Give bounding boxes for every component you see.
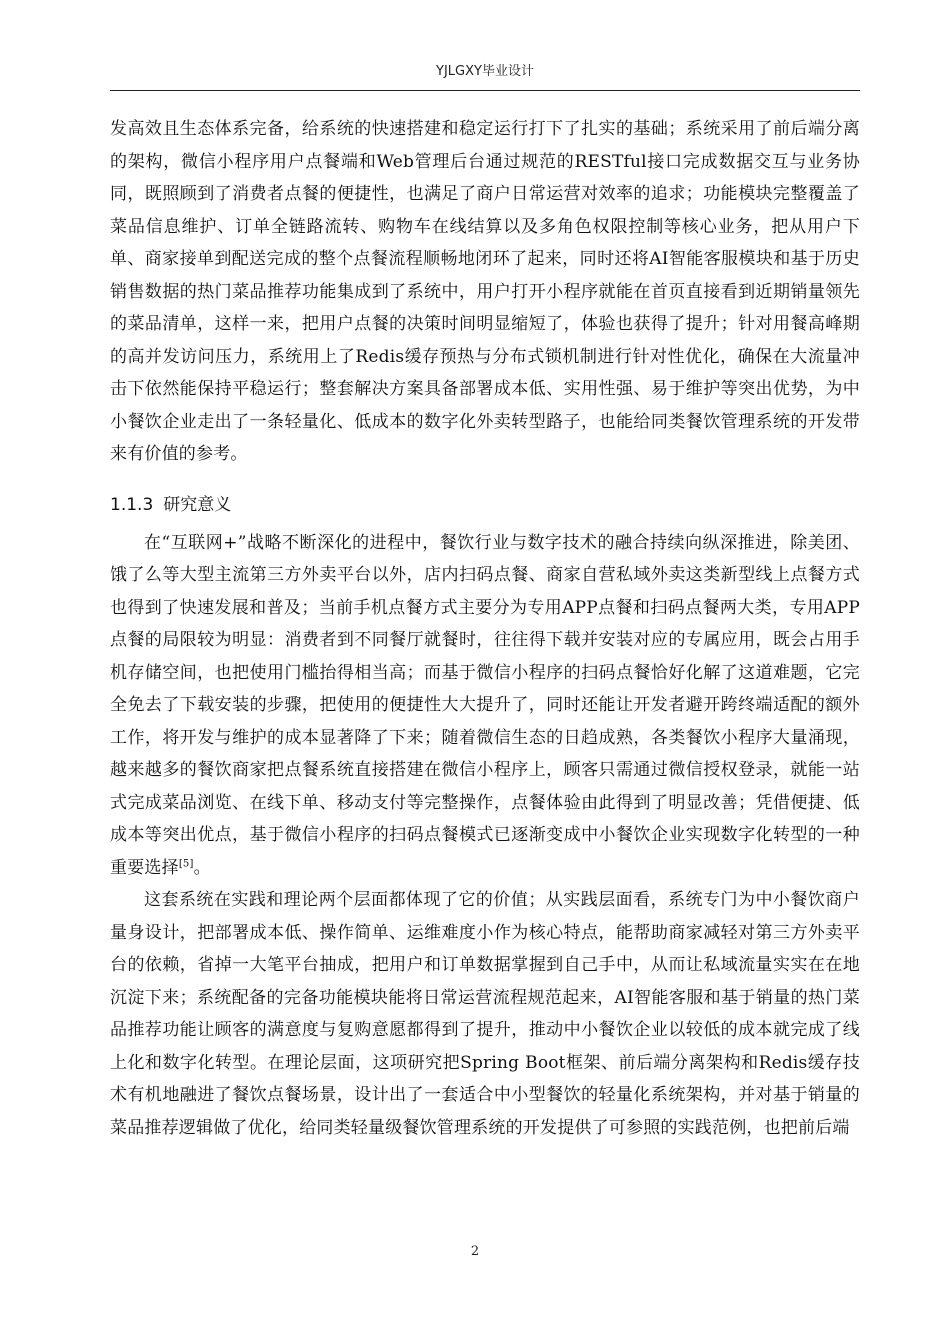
header-title: YJLGXY毕业设计 (436, 64, 534, 79)
page-number: 2 (470, 1244, 480, 1259)
section-title: 研究意义 (163, 494, 232, 515)
section-number: 1.1.3 (110, 494, 154, 515)
page-header (110, 62, 860, 91)
paragraph-research-value: 这套系统在实践和理论两个层面都体现了它的价值；从实践层面看，系统专门为中小餐饮商户量身设计，把部署成本低、操作简单、运维难度小作为核心特点，能帮助商家减轻对第三方外卖平台的依赖，省掉一大笔平台抽成，把用户和订单数据掌握到自己手中，从而让私域流量实实在在地沉淀下来；系统配备的完备功能模块能将日常运营流程规范起来，AI智能客服和基于销量的热门菜品推荐功能让顾客的满意度与复购意愿都得到了提升，推动中小餐饮企业以较低的成本就完成了线上化和数字化转型。在理论层面，这项研究把Spring Boot框架、前后端分离架构和Redis缓存技术有机地融进了餐饮点餐场景，设计出了一套适合中小型餐饮的轻量化系统架构，并对基于销量的菜品推荐逻辑做了优化，给同类轻量级餐饮管理系统的开发提供了可参照的实践范例，也把前后端 (110, 890, 860, 1138)
paragraph-research-background (110, 527, 860, 885)
document-body (110, 113, 860, 1144)
citation-reference: [5] (178, 857, 194, 869)
section-heading (110, 489, 860, 521)
paragraph-continued: 发高效且生态体系完备，给系统的快速搭建和稳定运行打下了扎实的基础；系统采用了前后端分离的架构，微信小程序用户点餐端和Web管理后台通过规范的RESTful接口完成数据交互与业务协同，既照顾到了消费者点餐的便捷性，也满足了商户日常运营对效率的追求；功能模块完整覆盖了菜品信息维护、订单全链路流转、购物车在线结算以及多角色权限控制等核心业务，把从用户下单、商家接单到配送完成的整个点餐流程顺畅地闭环了起来，同时还将AI智能客服模块和基于历史销售数据的热门菜品推荐功能集成到了系统中，用户打开小程序就能在首页直接看到近期销量领先的菜品清单，这样一来，把用户点餐的决策时间明显缩短了，体验也获得了提升；针对用餐高峰期的高并发访问压力，系统用上了Redis缓存预热与分布式锁机制进行针对性优化，确保在大流量冲击下依然能保持平稳运行；整套解决方案具备部署成本低、实用性强、易于维护等突出优势，为中小餐饮企业走出了一条轻量化、低成本的数字化外卖转型路子，也能给同类餐饮管理系统的开发带来有价值的参考。 (110, 119, 860, 464)
paragraph-end-mark: 。 (193, 857, 211, 878)
paragraph-text: 在“互联网+”战略不断深化的进程中，餐饮行业与数字技术的融合持续向纵深推进，除美团、饿了么等大型主流第三方外卖平台以外，店内扫码点餐、商家自营私域外卖这类新型线上点餐方式也得到了快速发展和普及；当前手机点餐方式主要分为专用APP点餐和扫码点餐两大类，专用APP点餐的局限较为明显：消费者到不同餐厅就餐时，往往得下载并安装对应的专属应用，既会占用手机存储空间，也把使用门槛抬得相当高；而基于微信小程序的扫码点餐恰好化解了这道难题，它完全免去了下载安装的步骤，把使用的便捷性大大提升了，同时还能让开发者避开跨终端适配的额外工作，将开发与维护的成本显著降了下来；随着微信生态的日趋成熟，各类餐饮小程序大量涌现，越来越多的餐饮商家把点餐系统直接搭建在微信小程序上，顾客只需通过微信授权登录，就能一站式完成菜品浏览、在线下单、移动支付等完整操作，点餐体验由此得到了明显改善；凭借便捷、低成本等突出优点，基于微信小程序的扫码点餐模式已逐渐变成中小餐饮企业实现数字化转型的一种重要选择 (110, 532, 860, 878)
